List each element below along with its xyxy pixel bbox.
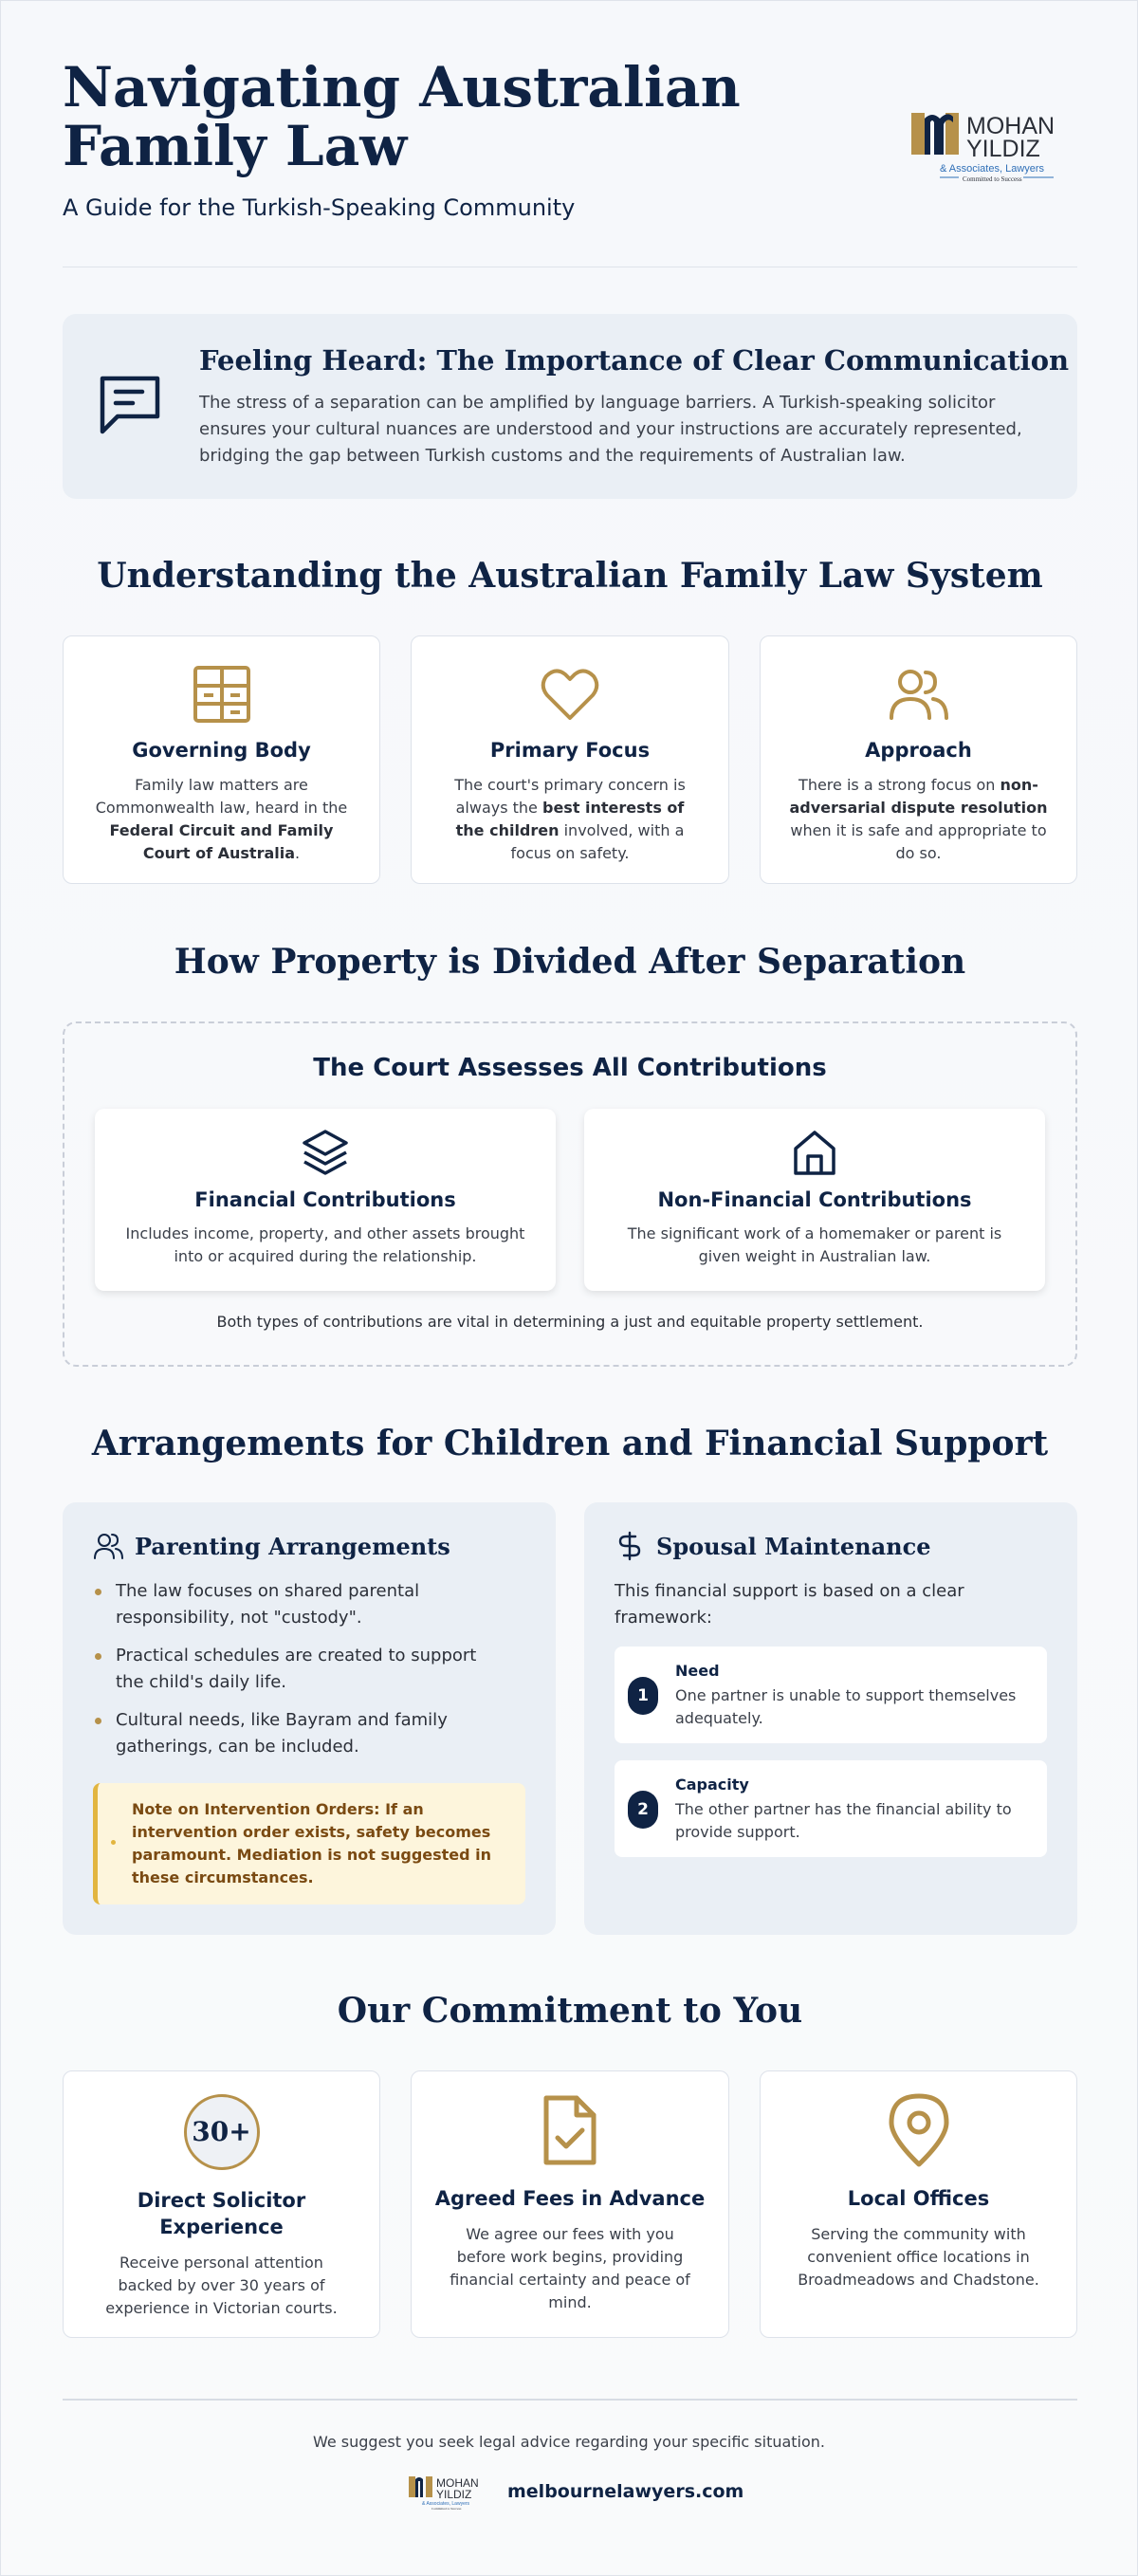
- map-pin-icon: [886, 2092, 952, 2168]
- approach-heading: Approach: [865, 739, 972, 762]
- warning-dot-icon: [111, 1840, 116, 1845]
- website-link[interactable]: melbournelawyers.com: [507, 2481, 744, 2502]
- maintenance-header: [615, 1531, 930, 1561]
- logo-name-line1: MOHAN: [436, 2476, 479, 2490]
- logo-motto: Committed to Success: [431, 2507, 462, 2511]
- maintenance-heading: Spousal Maintenance: [656, 1532, 931, 1560]
- experience-text: Receive personal attention backed by over 30 years of experience in Victorian courts.: [105, 2254, 338, 2317]
- system-section-title: Understanding the Australian Family Law System: [97, 556, 1043, 596]
- approach-card: [760, 635, 1077, 884]
- step-text: One partner is unable to support themselves adequately.: [675, 1686, 1017, 1727]
- contributions-title: The Court Assesses All Contributions: [313, 1054, 827, 1082]
- page-subtitle: A Guide for the Turkish-Speaking Community: [63, 194, 576, 221]
- local-offices-card: [760, 2070, 1077, 2338]
- step-heading: Capacity: [675, 1776, 749, 1794]
- non-financial-contributions-card: [584, 1109, 1045, 1291]
- footer-brand: [409, 2473, 743, 2511]
- users-icon: [888, 663, 950, 726]
- governing-body-card: [63, 635, 380, 884]
- primary-focus-card: [411, 635, 729, 884]
- contributions-note: Both types of contributions are vital in determining a just and equitable property settlement.: [216, 1313, 924, 1331]
- local-offices-text: Serving the community with convenient office locations in Broadmeadows and Chadstone.: [798, 2225, 1039, 2289]
- property-section-title: How Property is Divided After Separation: [174, 942, 966, 982]
- maintenance-intro: This financial support is based on a clear framework:: [615, 1581, 964, 1628]
- primary-focus-text: The court's primary concern is always the best interests of the children involved, with a focus on safety.: [454, 776, 686, 862]
- experience-heading: Direct Solicitor Experience: [137, 2189, 306, 2238]
- mohan-yildiz-logo-small: [409, 2473, 494, 2511]
- parenting-list: [93, 1578, 501, 1772]
- experience-badge: 30+: [184, 2094, 260, 2170]
- communication-callout: [63, 314, 1077, 499]
- list-item: The law focuses on shared parental responsibility, not "custody".: [93, 1578, 501, 1631]
- heart-icon: [539, 663, 601, 726]
- non-financial-contributions-text: The significant work of a homemaker or parent is given weight in Australian law.: [627, 1224, 1002, 1265]
- intervention-order-warning: [93, 1783, 525, 1904]
- financial-contributions-text: Includes income, property, and other assets brought into or acquired during the relationship.: [125, 1224, 525, 1265]
- logo-tagline: & Associates, Lawyers: [940, 163, 1045, 175]
- parenting-header: [93, 1531, 450, 1561]
- parenting-heading: Parenting Arrangements: [135, 1532, 450, 1560]
- capacity-step: [615, 1760, 1047, 1857]
- step-number: 1: [628, 1677, 658, 1715]
- step-heading: Need: [675, 1662, 720, 1680]
- non-financial-contributions-heading: Non-Financial Contributions: [657, 1188, 972, 1211]
- local-offices-heading: Local Offices: [847, 2187, 990, 2210]
- commitment-section-title: Our Commitment to You: [337, 1991, 803, 2031]
- primary-focus-heading: Primary Focus: [489, 739, 651, 762]
- agreed-fees-heading: Agreed Fees in Advance: [434, 2187, 706, 2210]
- governing-body-heading: Governing Body: [132, 739, 311, 762]
- document-check-icon: [537, 2092, 603, 2168]
- home-icon: [790, 1128, 839, 1177]
- intervention-order-text: Note on Intervention Orders: If an intervention order exists, safety becomes paramount. Mediation is not suggested in these circumstances.: [132, 1800, 492, 1886]
- agreed-fees-text: We agree our fees with you before work begins, providing financial certainty and peace of mind.: [450, 2225, 690, 2311]
- footer-divider: [63, 2399, 1077, 2401]
- financial-contributions-heading: Financial Contributions: [194, 1188, 456, 1211]
- users-icon: [93, 1531, 123, 1561]
- parenting-panel: [63, 1502, 556, 1935]
- communication-title: Feeling Heard: The Importance of Clear Communication: [199, 344, 1070, 377]
- step-text: The other partner has the financial ability to provide support.: [675, 1800, 1012, 1841]
- logo-name-line2: YILDIZ: [436, 2488, 472, 2501]
- financial-contributions-card: [95, 1109, 556, 1291]
- logo-tagline: & Associates, Lawyers: [422, 2501, 470, 2507]
- building-grid-icon: [191, 663, 253, 726]
- list-item: Practical schedules are created to support the child's daily life.: [93, 1643, 501, 1696]
- layers-icon: [301, 1128, 350, 1177]
- list-item: Cultural needs, like Bayram and family gatherings, can be included.: [93, 1707, 501, 1760]
- mohan-yildiz-logo: [911, 103, 1077, 189]
- logo-motto: Committed to Success: [963, 175, 1022, 183]
- contributions-box: [63, 1021, 1077, 1367]
- chat-bubble-icon: [97, 371, 163, 437]
- arrangements-section-title: Arrangements for Children and Financial Support: [91, 1424, 1049, 1463]
- logo-name-line1: MOHAN: [966, 113, 1055, 139]
- agreed-fees-card: [411, 2070, 729, 2338]
- governing-body-text: Family law matters are Commonwealth law, heard in the Federal Circuit and Family Court of Australia.: [95, 776, 348, 862]
- footer-note: We suggest you seek legal advice regarding your specific situation.: [312, 2433, 826, 2451]
- dollar-icon: [615, 1531, 645, 1561]
- need-step: [615, 1647, 1047, 1743]
- approach-text: There is a strong focus on non-adversarial dispute resolution when it is safe and appropriate to do so.: [789, 776, 1048, 862]
- communication-body: The stress of a separation can be amplified by language barriers. A Turkish-speaking solicitor ensures your cultural nuances are understood and your instructions are accurately represented, bridging the gap between Turkish customs and the requirements of Australian law.: [199, 393, 1022, 466]
- step-number: 2: [628, 1791, 658, 1829]
- page-title: Navigating Australian Family Law: [63, 55, 741, 178]
- experience-card: [63, 2070, 380, 2338]
- header: [63, 55, 1077, 267]
- logo-name-line2: YILDIZ: [966, 136, 1040, 162]
- spousal-maintenance-panel: [584, 1502, 1077, 1935]
